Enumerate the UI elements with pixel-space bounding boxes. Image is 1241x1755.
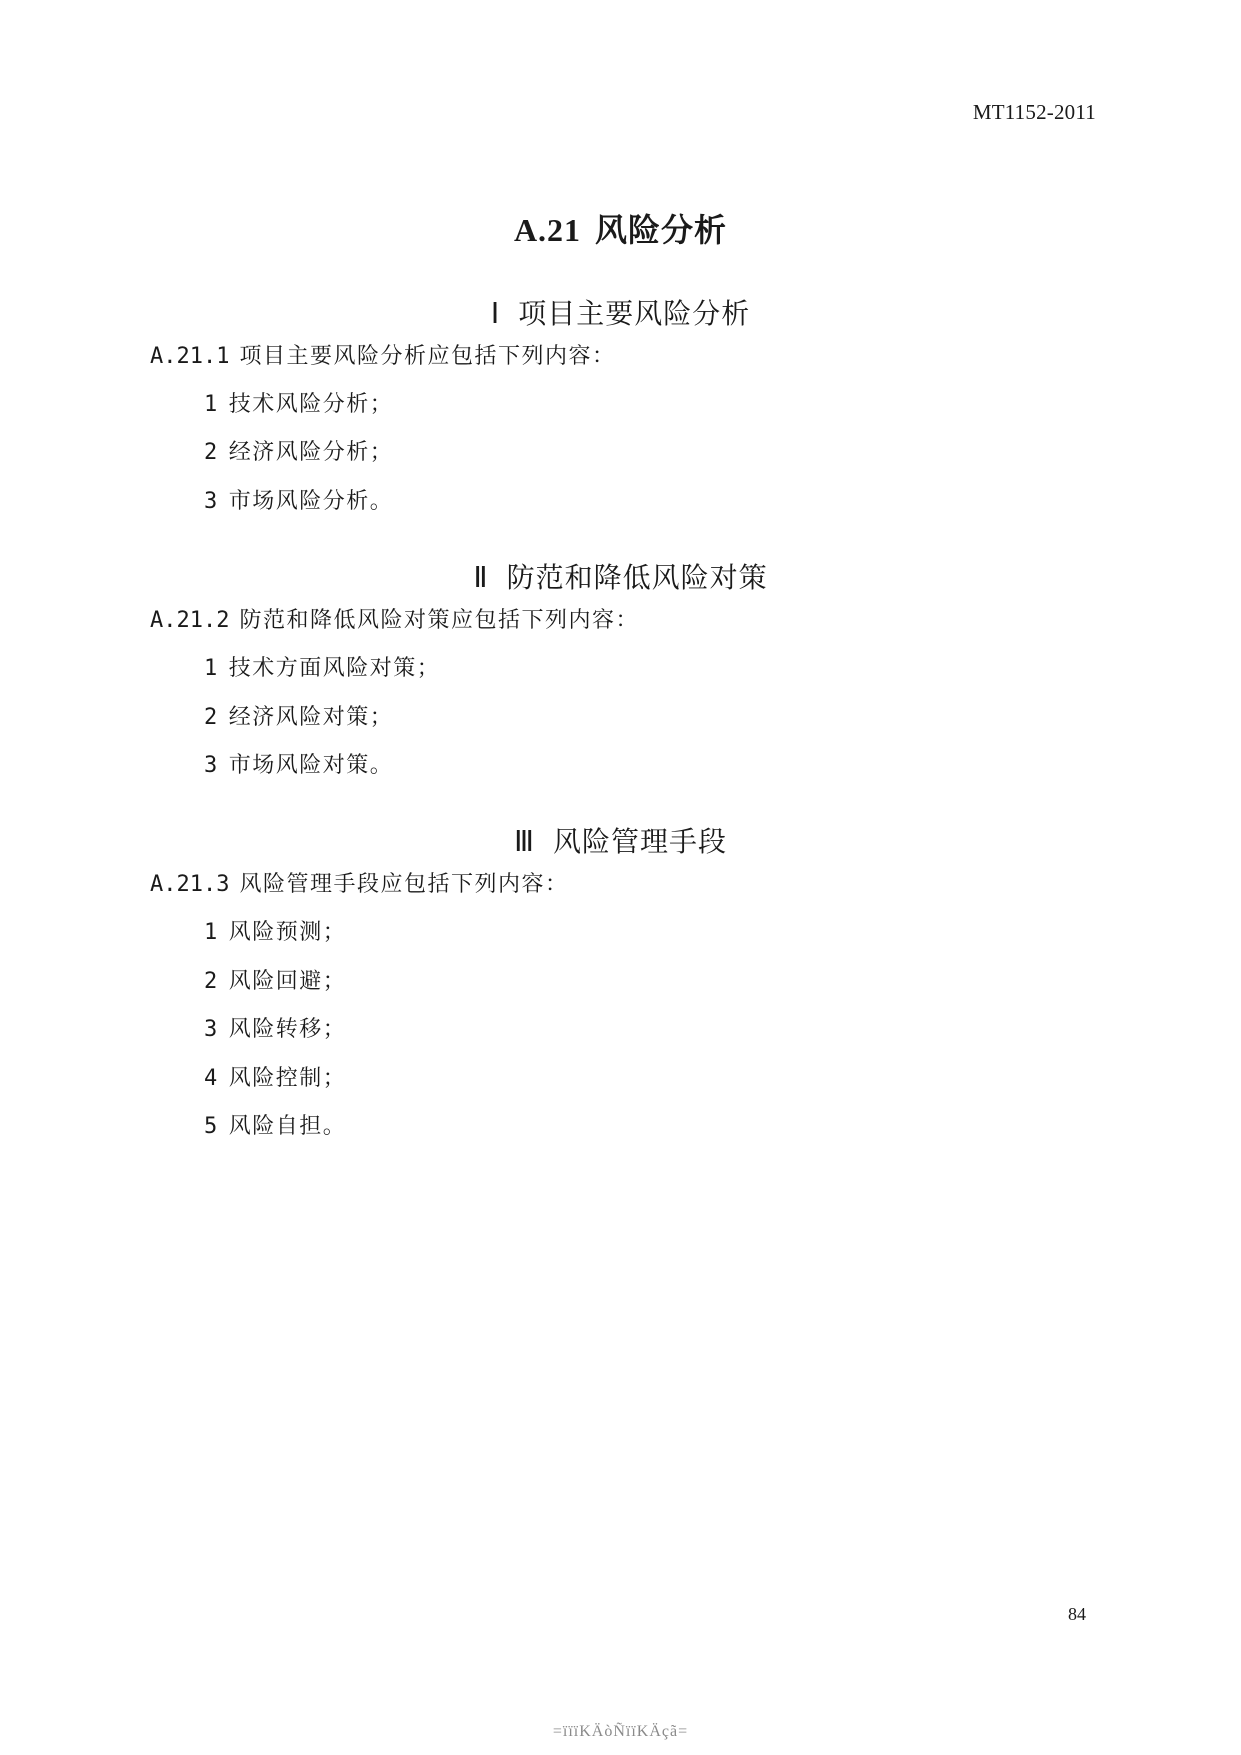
list-item-number: 2 [204,440,219,465]
section-heading-text-2: 防范和降低风险对策 [506,561,768,594]
clause-number: A.21.1 [150,344,230,369]
footer-watermark-text: =ïïïKÄòÑïïKÄçã= [552,1723,689,1740]
list-item-text: 经济风险分析； [228,440,394,465]
list-item-text: 风险控制； [228,1066,347,1091]
list-item-number: 3 [204,753,219,778]
section-heading-2 [0,556,1241,596]
section-heading-text-3: 风险管理手段 [552,825,727,858]
standard-code: MT1152-2011 [972,100,1096,124]
section-roman-3: Ⅲ [513,826,535,858]
list-item-number: 5 [204,1114,219,1139]
list-item [204,700,393,731]
list-item [204,1012,346,1043]
list-item-text: 技术风险分析； [228,392,394,417]
list-item-number: 2 [204,969,219,994]
appendix-title [0,205,1241,251]
appendix-title-text: 风险分析 [595,211,728,249]
list-item-text: 风险预测； [228,920,347,945]
clause-text: 风险管理手段应包括下列内容： [239,872,569,897]
clause-a21-1 [150,339,616,370]
appendix-number: A.21 [513,212,582,248]
page-number: 84 [1068,1604,1086,1624]
list-item [204,651,440,682]
list-item-number: 1 [204,392,219,417]
list-item-number: 3 [204,1017,219,1042]
list-item [204,915,346,946]
clause-a21-2 [150,603,639,634]
list-item-number: 1 [204,656,219,681]
list-item-number: 2 [204,705,219,730]
list-item-text: 风险转移； [228,1017,347,1042]
clause-number: A.21.3 [150,872,230,897]
list-item-text: 市场风险对策。 [228,753,394,778]
section-heading-1 [0,292,1241,332]
section-heading-text-1: 项目主要风险分析 [518,297,751,330]
clause-text: 项目主要风险分析应包括下列内容： [239,344,616,369]
list-item [204,748,393,779]
clause-a21-3 [150,867,569,898]
list-item-number: 4 [204,1066,219,1091]
list-item-number: 3 [204,489,219,514]
list-item [204,1109,346,1140]
list-item-number: 1 [204,920,219,945]
section-roman-1: Ⅰ [490,298,501,330]
list-item-text: 经济风险对策； [228,705,394,730]
list-item [204,435,393,466]
list-item-text: 风险自担。 [228,1114,347,1139]
list-item [204,964,346,995]
list-item [204,1061,346,1092]
list-item-text: 市场风险分析。 [228,489,394,514]
list-item [204,387,393,418]
list-item-text: 风险回避； [228,969,347,994]
list-item [204,484,393,515]
clause-number: A.21.2 [150,608,230,633]
section-heading-3 [0,820,1241,860]
list-item-text: 技术方面风险对策； [228,656,441,681]
section-roman-2: Ⅱ [473,562,489,594]
clause-text: 防范和降低风险对策应包括下列内容： [239,608,639,633]
